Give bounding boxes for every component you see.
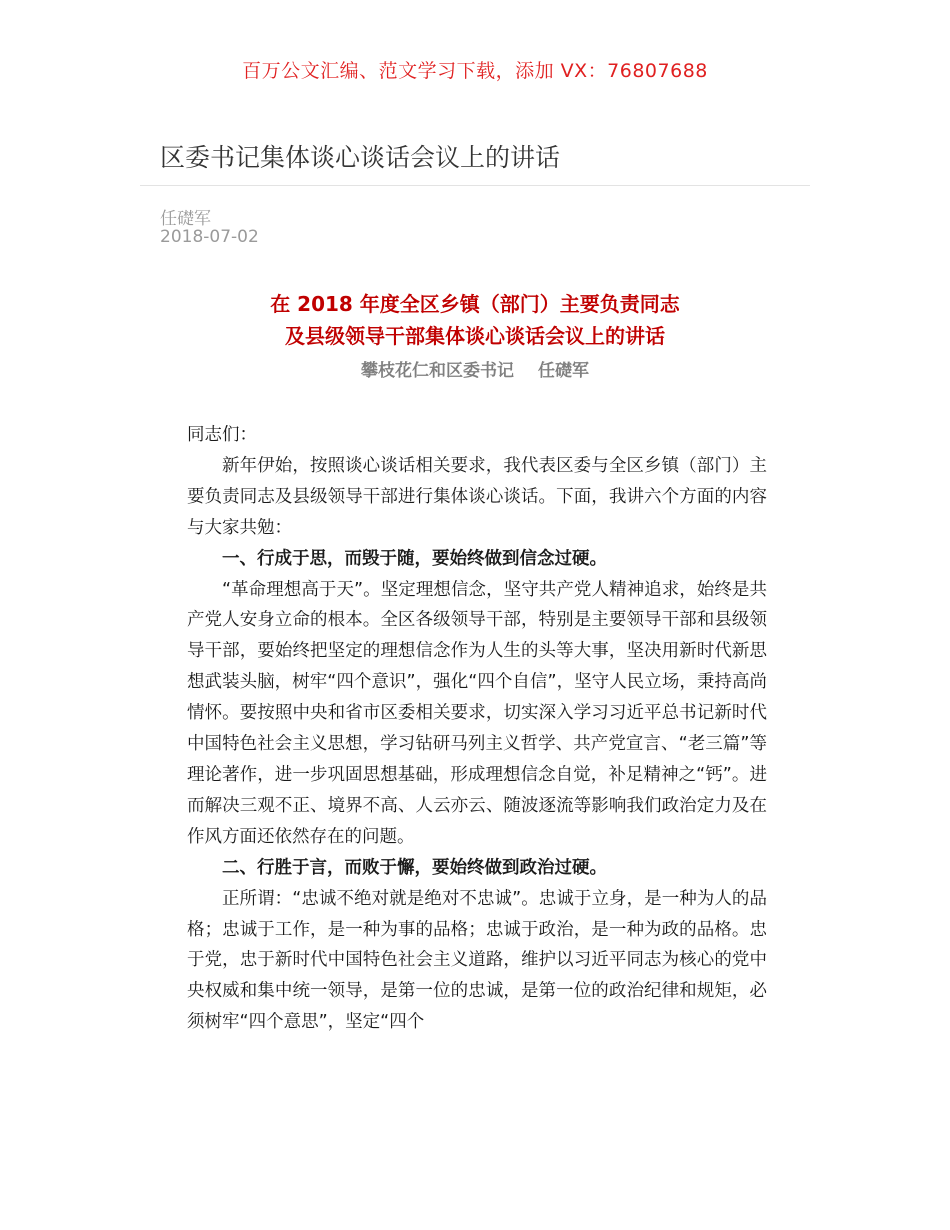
salutation: 同志们： <box>187 425 257 445</box>
paragraph-intro: 新年伊始，按照谈心谈话相关要求，我代表区委与全区乡镇（部门）主要负责同志及县级领导干部进行集体谈心谈话。下面，我讲六个方面的内容与大家共勉： <box>187 455 767 538</box>
paragraph-section-2: 正所谓：“忠诚不绝对就是绝对不忠诚”。忠诚于立身，是一种为人的品格；忠诚于工作，是一种为事的品格；忠诚于政治，是一种为政的品格。忠于党，忠于新时代中国特色社会主义道路，维护以习近平同志为核心的党中央权威和集中统一领导，是第一位的忠诚，是第一位的政治纪律和规矩，必须树牢“四个意思”，坚定“四个 <box>187 888 767 1033</box>
section-heading-1: 一、行成于思，而毁于随，要始终做到信念过硬。 <box>222 548 607 569</box>
speaker-organization: 攀枝花仁和区委书记 <box>361 361 514 381</box>
section-heading-2: 二、行胜于言，而败于懈，要始终做到政治过硬。 <box>222 857 607 878</box>
page-title: 区委书记集体谈心谈话会议上的讲话 <box>160 143 561 172</box>
promo-banner: 百万公文汇编、范文学习下载，添加 VX：76807688 <box>242 60 708 82</box>
speaker-byline <box>0 356 950 381</box>
article-date: 2018-07-02 <box>160 227 259 247</box>
speech-title-line-1: 在 2018 年度全区乡镇（部门）主要负责同志 <box>270 292 680 316</box>
speech-title <box>0 288 950 352</box>
article-author: 任礎军 <box>160 209 211 229</box>
speech-body <box>187 420 767 1038</box>
speaker-name: 任礎军 <box>538 361 589 381</box>
speech-title-line-2: 及县级领导干部集体谈心谈话会议上的讲话 <box>285 324 665 348</box>
paragraph-section-1: “革命理想高于天”。坚定理想信念，坚守共产党人精神追求，始终是共产党人安身立命的根本。全区各级领导干部，特别是主要领导干部和县级领导干部，要始终把坚定的理想信念作为人生的头等大事，坚决用新时代新思想武装头脑，树牢“四个意识”，强化“四个自信”，坚守人民立场，秉持高尚情怀。要按照中央和省市区委相关要求，切实深入学习习近平总书记新时代中国特色社会主义思想，学习钻研马列主义哲学、共产党宣言、“老三篇”等理论著作，进一步巩固思想基础，形成理想信念自觉，补足精神之“钙”。进而解决三观不正、境界不高、人云亦云、随波逐流等影响我们政治定力及在作风方面还依然存在的问题。 <box>187 579 767 847</box>
title-divider <box>140 185 810 186</box>
